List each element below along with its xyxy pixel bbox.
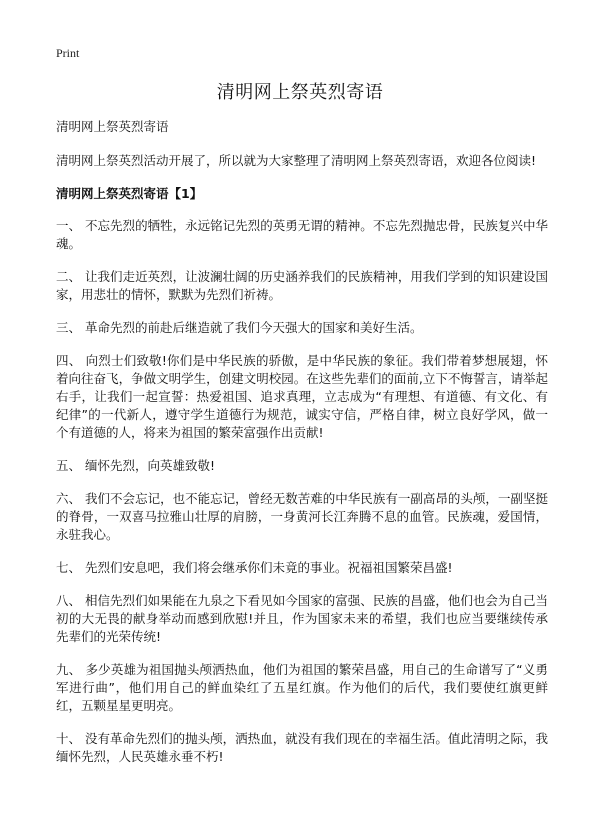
paragraph-5: 五、 缅怀先烈，向英雄致敬! xyxy=(56,458,215,473)
section-heading: 清明网上祭英烈寄语【1】 xyxy=(56,186,203,201)
paragraph-10: 十、 没有革命先烈们的抛头颅，洒热血，就没有我们现在的幸福生活。值此清明之际，我缅怀先烈，人民英雄永垂不朽! xyxy=(56,731,548,764)
paragraph-3: 三、 革命先烈的前赴后继造就了我们今天强大的国家和美好生活。 xyxy=(56,320,423,335)
print-link[interactable]: Print xyxy=(56,46,80,60)
intro-paragraph: 清明网上祭英烈活动开展了，所以就为大家整理了清明网上祭英烈寄语，欢迎各位阅读! xyxy=(56,153,537,168)
document-body xyxy=(56,118,548,781)
paragraph-9: 九、 多少英雄为祖国抛头颅洒热血，他们为祖国的繁荣昌盛，用自己的生命谱写了“义勇军进行曲”，他们用自己的鲜血染红了五星红旗。作为他们的后代，我们要使红旗更鲜红，五颗星星更明亮。 xyxy=(56,662,548,713)
paragraph-4: 四、 向烈士们致敬!你们是中华民族的骄傲，是中华民族的象征。我们带着梦想展翅，怀着向往奋飞，争做文明学生，创建文明校园。在这些先辈们的面前,立下不悔誓言，请举起右手，让我们一起宣誓：热爱祖国、追求真理，立志成为“有理想、有道德、有文化、有纪律”的一代新人，遵守学生道德行为规范，诚实守信，严格自律，树立良好学风，做一个有道德的人，将来为祖国的繁荣富强作出贡献! xyxy=(56,353,548,440)
paragraph-6: 六、 我们不会忘记，也不能忘记，曾经无数苦难的中华民族有一副高昂的头颅，一副坚挺的脊骨，一双喜马拉雅山壮厚的肩膀，一身黄河长江奔腾不息的血管。民族魂，爱国情，永驻我心。 xyxy=(56,491,548,542)
paragraph-8: 八、 相信先烈们如果能在九泉之下看见如今国家的富强、民族的昌盛，他们也会为自己当初的大无畏的献身举动而感到欣慰!并且，作为国家未来的希望，我们也应当要继续传承先辈们的光荣传统! xyxy=(56,593,548,644)
paragraph-2: 二、 让我们走近英烈，让波澜壮阔的历史涵养我们的民族精神，用我们学到的知识建设国家，用悲壮的情怀，默默为先烈们祈祷。 xyxy=(56,269,548,302)
document-subtitle: 清明网上祭英烈寄语 xyxy=(56,119,169,134)
paragraph-1: 一、 不忘先烈的牺牲，永远铭记先烈的英勇无谓的精神。不忘先烈抛忠骨，民族复兴中华魂。 xyxy=(56,218,548,251)
document-title: 清明网上祭英烈寄语 xyxy=(216,82,384,103)
paragraph-7: 七、 先烈们安息吧，我们将会继承你们未竟的事业。祝福祖国繁荣昌盛! xyxy=(56,560,453,575)
